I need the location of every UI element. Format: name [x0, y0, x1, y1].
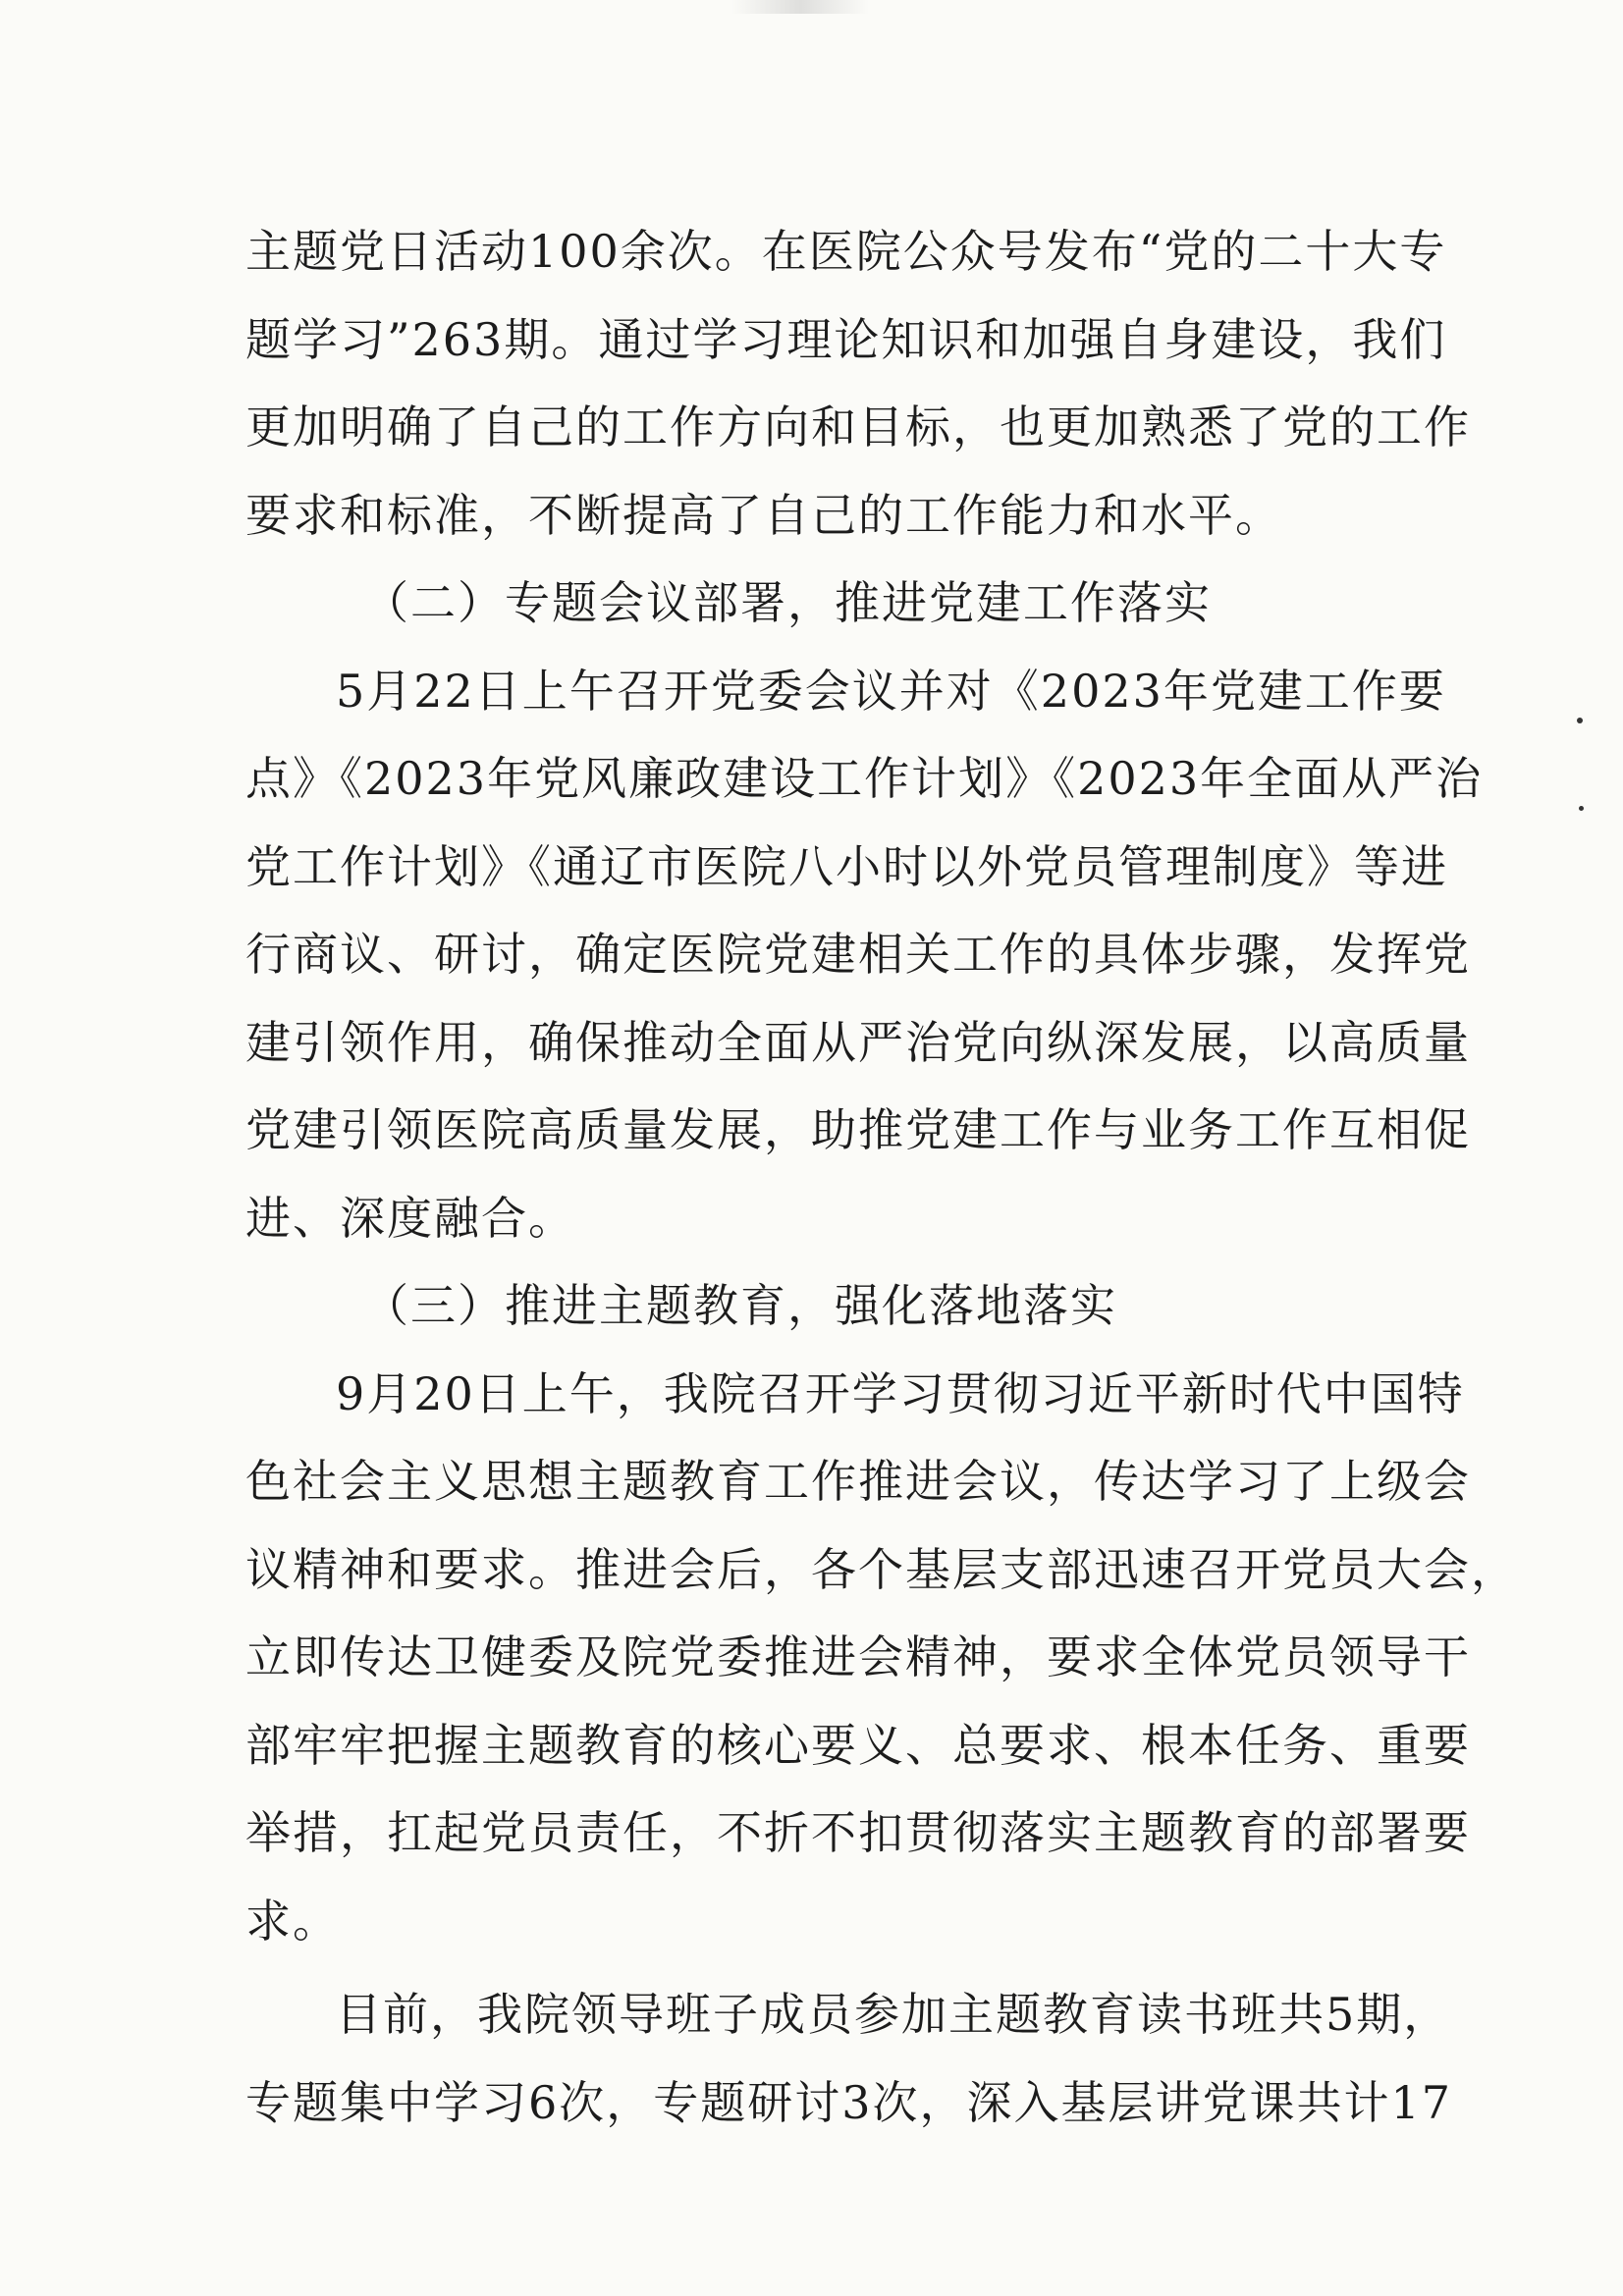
text-line: 立即传达卫健委及院党委推进会精神，要求全体党员领导干 — [245, 1630, 1471, 1683]
document-body — [245, 208, 1518, 2147]
text-line: 专题集中学习6次，专题研讨3次，深入基层讲党课共计17 — [245, 2075, 1453, 2129]
text-line: 进、深度融合。 — [245, 1191, 575, 1245]
text-line: 5月22日上午召开党委会议并对《2023年党建工作要 — [336, 664, 1446, 718]
scan-speck — [1577, 718, 1583, 723]
text-line: 9月20日上午，我院召开学习贯彻习近平新时代中国特 — [336, 1366, 1465, 1420]
text-line: 点》《2023年党风廉政建设工作计划》《2023年全面从严治 — [245, 752, 1484, 805]
text-line: 党工作计划》《通辽市医院八小时以外党员管理制度》等进 — [245, 839, 1448, 893]
scan-smudge — [731, 0, 869, 14]
text-line: 主题党日活动100余次。在医院公众号发布“党的二十大专 — [245, 225, 1447, 278]
text-line: 色社会主义思想主题教育工作推进会议，传达学习了上级会 — [245, 1455, 1471, 1508]
text-line: 举措，扛起党员责任，不折不扣贯彻落实主题教育的部署要 — [245, 1806, 1471, 1859]
scan-speck — [1579, 806, 1584, 811]
text-line: 目前，我院领导班子成员参加主题教育读书班共5期， — [336, 1988, 1451, 2041]
text-line: 建引领作用，确保推动全面从严治党向纵深发展，以高质量 — [245, 1015, 1471, 1069]
text-line: 要求和标准，不断提高了自己的工作能力和水平。 — [245, 488, 1282, 542]
paragraph-current-progress — [245, 1971, 1453, 2147]
text-line: 更加明确了自己的工作方向和目标，也更加熟悉了党的工作 — [245, 400, 1471, 454]
text-line: 题学习”263期。通过学习理论知识和加强自身建设，我们 — [245, 312, 1447, 366]
paragraph-meeting — [245, 648, 1484, 1263]
text-line: 部牢牢把握主题教育的核心要义、总要求、根本任务、重要 — [245, 1718, 1471, 1772]
text-line: 行商议、研讨，确定医院党建相关工作的具体步骤，发挥党 — [245, 928, 1471, 981]
heading-text: （二）专题会议部署，推进党建工作落实 — [363, 576, 1212, 629]
section-heading-2 — [245, 560, 1384, 648]
text-line: 议精神和要求。推进会后，各个基层支部迅速召开党员大会， — [245, 1542, 1518, 1596]
text-line: 求。 — [245, 1894, 340, 1948]
paragraph-study-summary — [245, 208, 1471, 560]
text-line: 党建引领医院高质量发展，助推党建工作与业务工作互相促 — [245, 1103, 1471, 1156]
heading-text: （三）推进主题教育，强化落地落实 — [363, 1279, 1117, 1332]
section-heading-3 — [245, 1262, 1384, 1351]
paragraph-theme-education — [245, 1351, 1518, 1966]
